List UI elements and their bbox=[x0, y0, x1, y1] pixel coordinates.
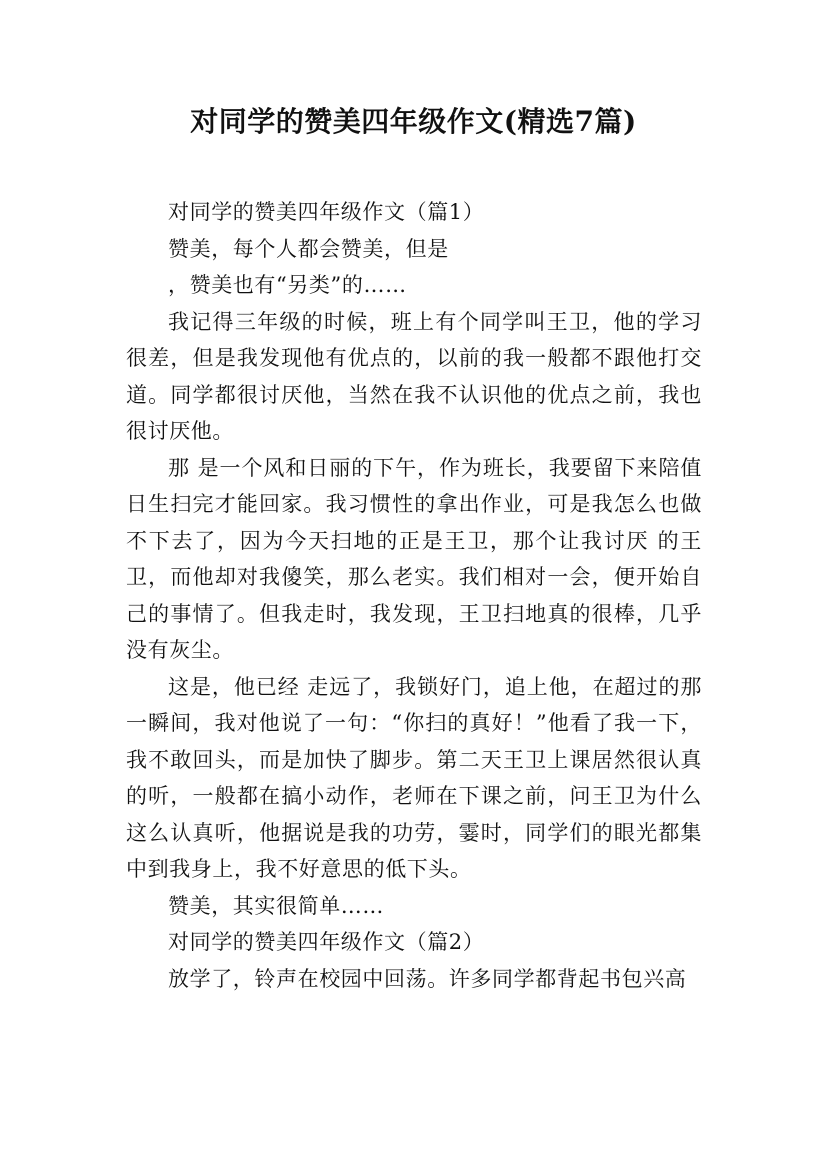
paragraph: 那 是一个风和日丽的下午，作为班长，我要留下来陪值日生扫完才能回家。我习惯性的拿出作业，可是我怎么也做不下去了，因为今天扫地的正是王卫，那个让我讨厌 的王卫，而他却对我傻笑，那么老实。我们相对一会，便开始自己的事情了。但我走时，我发现，王卫扫地真的很棒，几乎没有灰尘。 bbox=[126, 455, 702, 662]
paragraph-heading-2: 对同学的赞美四年级作文（篇2） bbox=[168, 930, 485, 954]
paragraph: ，赞美也有“另类”的…… bbox=[168, 273, 407, 297]
paragraph: 我记得三年级的时候，班上有个同学叫王卫，他的学习很差，但是我发现他有优点的，以前的我一般都不跟他打交道。同学都很讨厌他，当然在我不认识他的优点之前，我也很讨厌他。 bbox=[126, 309, 702, 443]
document-title: 对同学的赞美四年级作文(精选7篇) bbox=[190, 105, 637, 138]
paragraph: 这是，他已经 走远了，我锁好门，追上他，在超过的那一瞬间，我对他说了一句：“你扫的真好！”他看了我一下，我不敢回头，而是加快了脚步。第二天王卫上课居然很认真的听，一般都在搞小动作，老师在下课之前，问王卫为什么这么认真听，他据说是我的功劳，霎时，同学们的眼光都集中到我身上，我不好意思的低下头。 bbox=[126, 674, 702, 881]
document-body bbox=[126, 194, 702, 997]
paragraph: 赞美，每个人都会赞美，但是 bbox=[168, 236, 449, 261]
paragraph-heading-1: 对同学的赞美四年级作文（篇1） bbox=[168, 200, 485, 224]
paragraph: 赞美，其实很简单…… bbox=[168, 893, 384, 918]
paragraph: 放学了，铃声在校园中回荡。许多同学都背起书包兴高 bbox=[168, 966, 687, 991]
